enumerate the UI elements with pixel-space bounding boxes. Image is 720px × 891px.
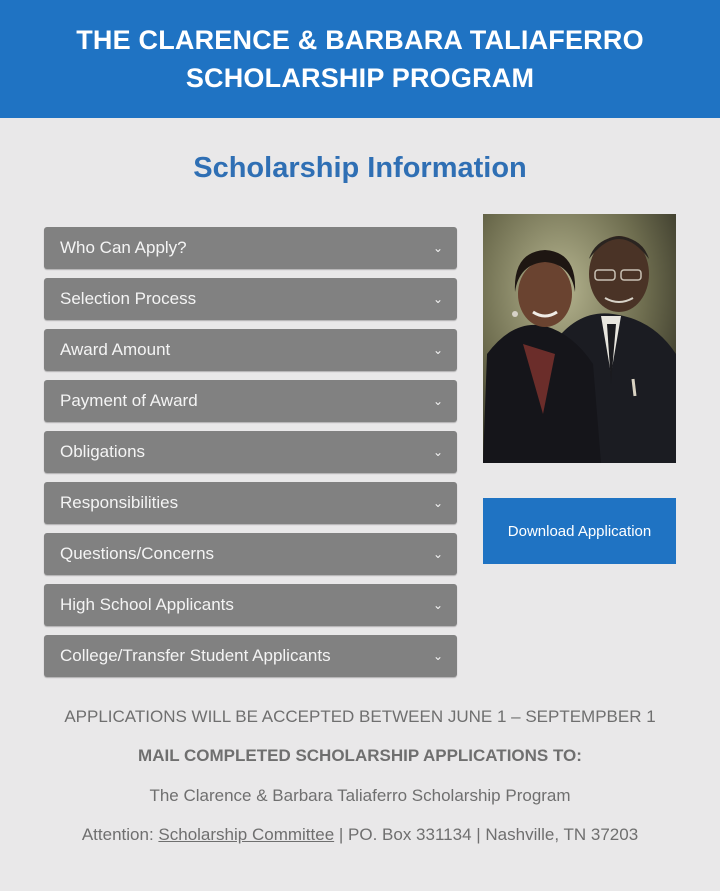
mailing-address: [0, 825, 720, 845]
site-header: [0, 0, 720, 118]
program-name: The Clarence & Barbara Taliaferro Scholarship Program: [149, 786, 571, 805]
chevron-down-icon: ⌄: [432, 496, 443, 510]
chevron-down-icon: ⌄: [432, 445, 443, 459]
chevron-down-icon: ⌄: [432, 598, 443, 612]
accordion-item-obligations[interactable]: [44, 431, 457, 473]
attention-label: Attention:: [81, 825, 154, 844]
mail-heading: MAIL COMPLETED SCHOLARSHIP APPLICATIONS TO:: [138, 746, 582, 765]
accordion-item-college-transfer-applicants[interactable]: [44, 635, 457, 677]
accordion-item-payment-of-award[interactable]: [44, 380, 457, 422]
chevron-down-icon: ⌄: [432, 394, 443, 408]
accordion-item-award-amount[interactable]: [44, 329, 457, 371]
header-title-line-2: SCHOLARSHIP PROGRAM: [185, 63, 535, 93]
founders-portrait: [483, 214, 676, 463]
application-dates: APPLICATIONS WILL BE ACCEPTED BETWEEN JUNE 1 – SEPTEMPBER 1: [64, 707, 656, 726]
download-application-button[interactable]: Download Application: [483, 498, 676, 564]
accordion-item-label: Selection Process: [60, 289, 197, 308]
accordion-item-selection-process[interactable]: [44, 278, 457, 320]
accordion-item-label: Award Amount: [60, 340, 171, 359]
address-text: | PO. Box 331134 | Nashville, TN 37203: [338, 825, 639, 844]
chevron-down-icon: ⌄: [432, 343, 443, 357]
accordion-item-label: Who Can Apply?: [60, 238, 187, 257]
accordion-item-responsibilities[interactable]: [44, 482, 457, 524]
accordion-item-label: College/Transfer Student Applicants: [60, 646, 331, 665]
accordion-item-label: Questions/Concerns: [60, 544, 215, 563]
header-title-line-1: THE CLARENCE & BARBARA TALIAFERRO: [76, 25, 644, 55]
accordion-item-label: High School Applicants: [60, 595, 234, 614]
info-accordion: [44, 227, 457, 686]
accordion-item-who-can-apply[interactable]: [44, 227, 457, 269]
accordion-item-label: Responsibilities: [60, 493, 179, 512]
chevron-down-icon: ⌄: [432, 547, 443, 561]
accordion-item-high-school-applicants[interactable]: [44, 584, 457, 626]
accordion-item-label: Obligations: [60, 442, 146, 461]
chevron-down-icon: ⌄: [432, 292, 443, 306]
chevron-down-icon: ⌄: [432, 649, 443, 663]
scholarship-committee-link[interactable]: Scholarship Committee: [158, 825, 335, 844]
chevron-down-icon: ⌄: [432, 241, 443, 255]
accordion-item-questions-concerns[interactable]: [44, 533, 457, 575]
accordion-item-label: Payment of Award: [60, 391, 198, 410]
section-title: Scholarship Information: [193, 152, 527, 184]
